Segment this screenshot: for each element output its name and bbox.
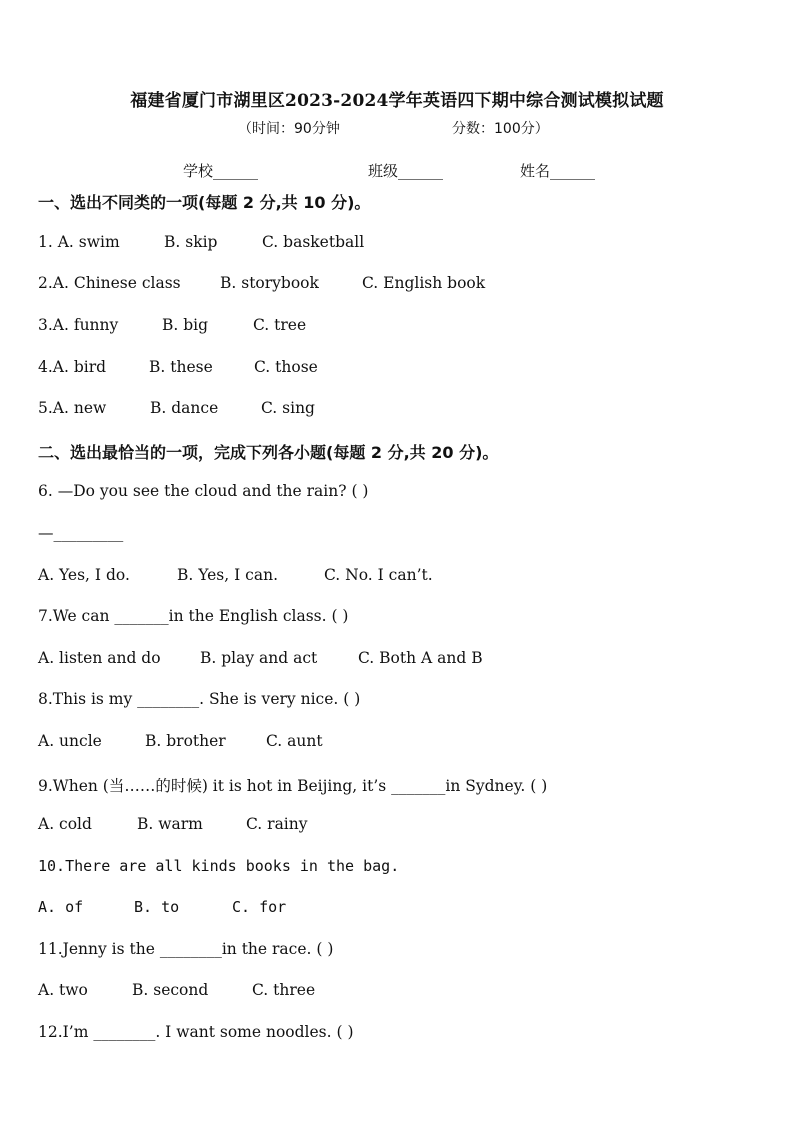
q1-option-a: 1. A. swim (38, 233, 120, 251)
q6-text: 6. —Do you see the cloud and the rain? ( ) (38, 482, 369, 500)
q6-option-b: B. Yes, I can. (177, 566, 278, 584)
section-2-heading: 二、选出最恰当的一项，完成下列各小题(每题 2 分,共 20 分)。 (38, 443, 499, 462)
q3-option-c: C. tree (253, 316, 307, 334)
q9-option-a: A. cold (38, 815, 92, 833)
q3-option-b: B. big (162, 316, 209, 334)
q2-option-c: C. English book (362, 274, 486, 292)
class-field: 班级______ (368, 162, 444, 180)
q12-text: 12.I’m ________. I want some noodles. ( ) (38, 1023, 354, 1041)
q6-answer-line: —_________ (38, 524, 124, 542)
q5-option-b: B. dance (150, 399, 219, 417)
q8-option-c: C. aunt (266, 732, 323, 750)
q10-text: 10.There are all kinds books in the bag. (38, 857, 400, 875)
q10-option-b: B. to (134, 898, 180, 916)
q11-option-c: C. three (252, 981, 316, 999)
q4-option-b: B. these (149, 358, 213, 376)
q8-text: 8.This is my ________. She is very nice. ( ) (38, 690, 361, 708)
exam-time: （时间：90分钟 (238, 121, 340, 137)
name-field: 姓名______ (520, 162, 596, 180)
q6-option-c: C. No. I can’t. (324, 566, 433, 584)
q11-option-a: A. two (38, 981, 88, 999)
q1-option-c: C. basketball (262, 233, 365, 251)
q11-text: 11.Jenny is the ________in the race. ( ) (38, 940, 334, 958)
q5-option-c: C. sing (261, 399, 315, 417)
q6-option-a: A. Yes, I do. (38, 566, 130, 584)
q8-option-b: B. brother (145, 732, 226, 750)
q9-text: 9.When (当……的时候) it is hot in Beijing, it’s _______in Sydney. ( ) (38, 777, 548, 795)
q7-text: 7.We can _______in the English class. ( ) (38, 607, 349, 625)
q1-option-b: B. skip (164, 233, 218, 251)
section-1-heading: 一、选出不同类的一项(每题 2 分,共 10 分)。 (38, 193, 371, 212)
q3-option-a: 3.A. funny (38, 316, 119, 334)
q10-option-a: A. of (38, 898, 84, 916)
q4-option-c: C. those (254, 358, 318, 376)
q7-option-c: C. Both A and B (358, 649, 483, 667)
q9-option-c: C. rainy (246, 815, 308, 833)
exam-score: 分数：100分） (452, 121, 549, 137)
q2-option-a: 2.A. Chinese class (38, 274, 181, 292)
q7-option-b: B. play and act (200, 649, 318, 667)
q7-option-a: A. listen and do (38, 649, 161, 667)
school-field: 学校______ (183, 162, 259, 180)
q4-option-a: 4.A. bird (38, 358, 107, 376)
q10-option-c: C. for (232, 898, 287, 916)
q9-option-b: B. warm (137, 815, 203, 833)
q8-option-a: A. uncle (38, 732, 102, 750)
exam-title: 福建省厦门市湖里区2023-2024学年英语四下期中综合测试模拟试题 (130, 91, 664, 111)
q5-option-a: 5.A. new (38, 399, 107, 417)
q11-option-b: B. second (132, 981, 209, 999)
q2-option-b: B. storybook (220, 274, 319, 292)
